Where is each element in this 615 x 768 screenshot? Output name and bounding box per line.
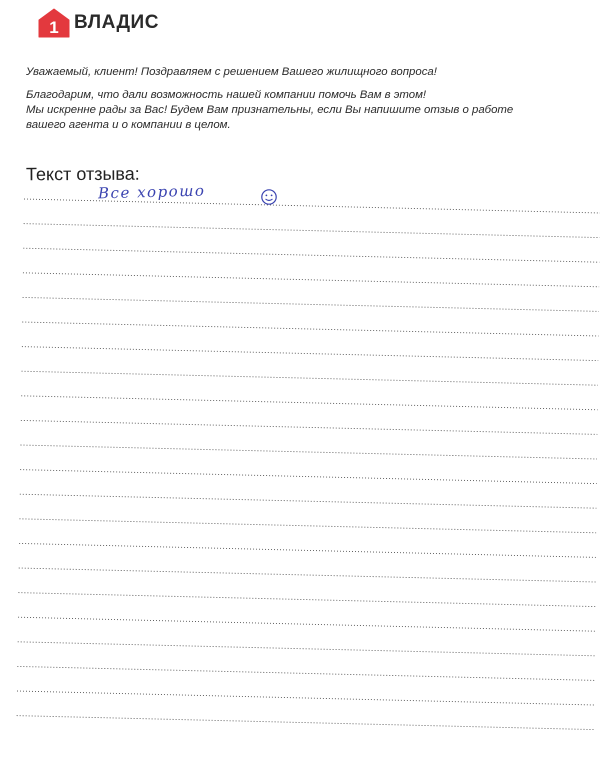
logo-glyph: 1 — [49, 18, 59, 37]
writing-line — [23, 297, 599, 311]
logo-text: ВЛАДИС — [74, 12, 159, 33]
writing-line — [19, 543, 596, 557]
writing-line — [17, 691, 594, 705]
writing-line — [17, 716, 594, 730]
review-text-label: Текст отзыва: — [25, 163, 140, 185]
request-line-continued: вашего агента и о компании в целом. — [26, 119, 231, 131]
writing-line — [20, 494, 597, 508]
writing-line — [17, 666, 594, 680]
writing-line — [23, 273, 599, 287]
writing-line — [18, 642, 595, 656]
thanks-line: Благодарим, что дали возможность нашей компании помочь Вам в этом! — [26, 89, 427, 101]
request-line: Мы искренне рады за Вас! Будем Вам признательны, если Вы напишите отзыв о работе — [26, 104, 514, 116]
writing-line — [23, 248, 599, 262]
writing-line — [18, 617, 595, 631]
writing-line — [19, 568, 596, 582]
writing-line — [20, 470, 597, 484]
greeting-line: Уважаемый, клиент! Поздравляем с решением Вашего жилищного вопроса! — [26, 66, 437, 78]
writing-line — [22, 347, 598, 361]
writing-line — [24, 224, 600, 238]
writing-line — [22, 371, 598, 385]
writing-line — [21, 420, 597, 434]
writing-line — [21, 445, 598, 459]
smiley-icon — [260, 188, 278, 206]
writing-line — [22, 322, 598, 336]
writing-line — [18, 593, 595, 607]
writing-line — [21, 396, 597, 410]
handwritten-review-text: Все хорошо — [97, 181, 206, 203]
writing-line — [19, 519, 596, 533]
